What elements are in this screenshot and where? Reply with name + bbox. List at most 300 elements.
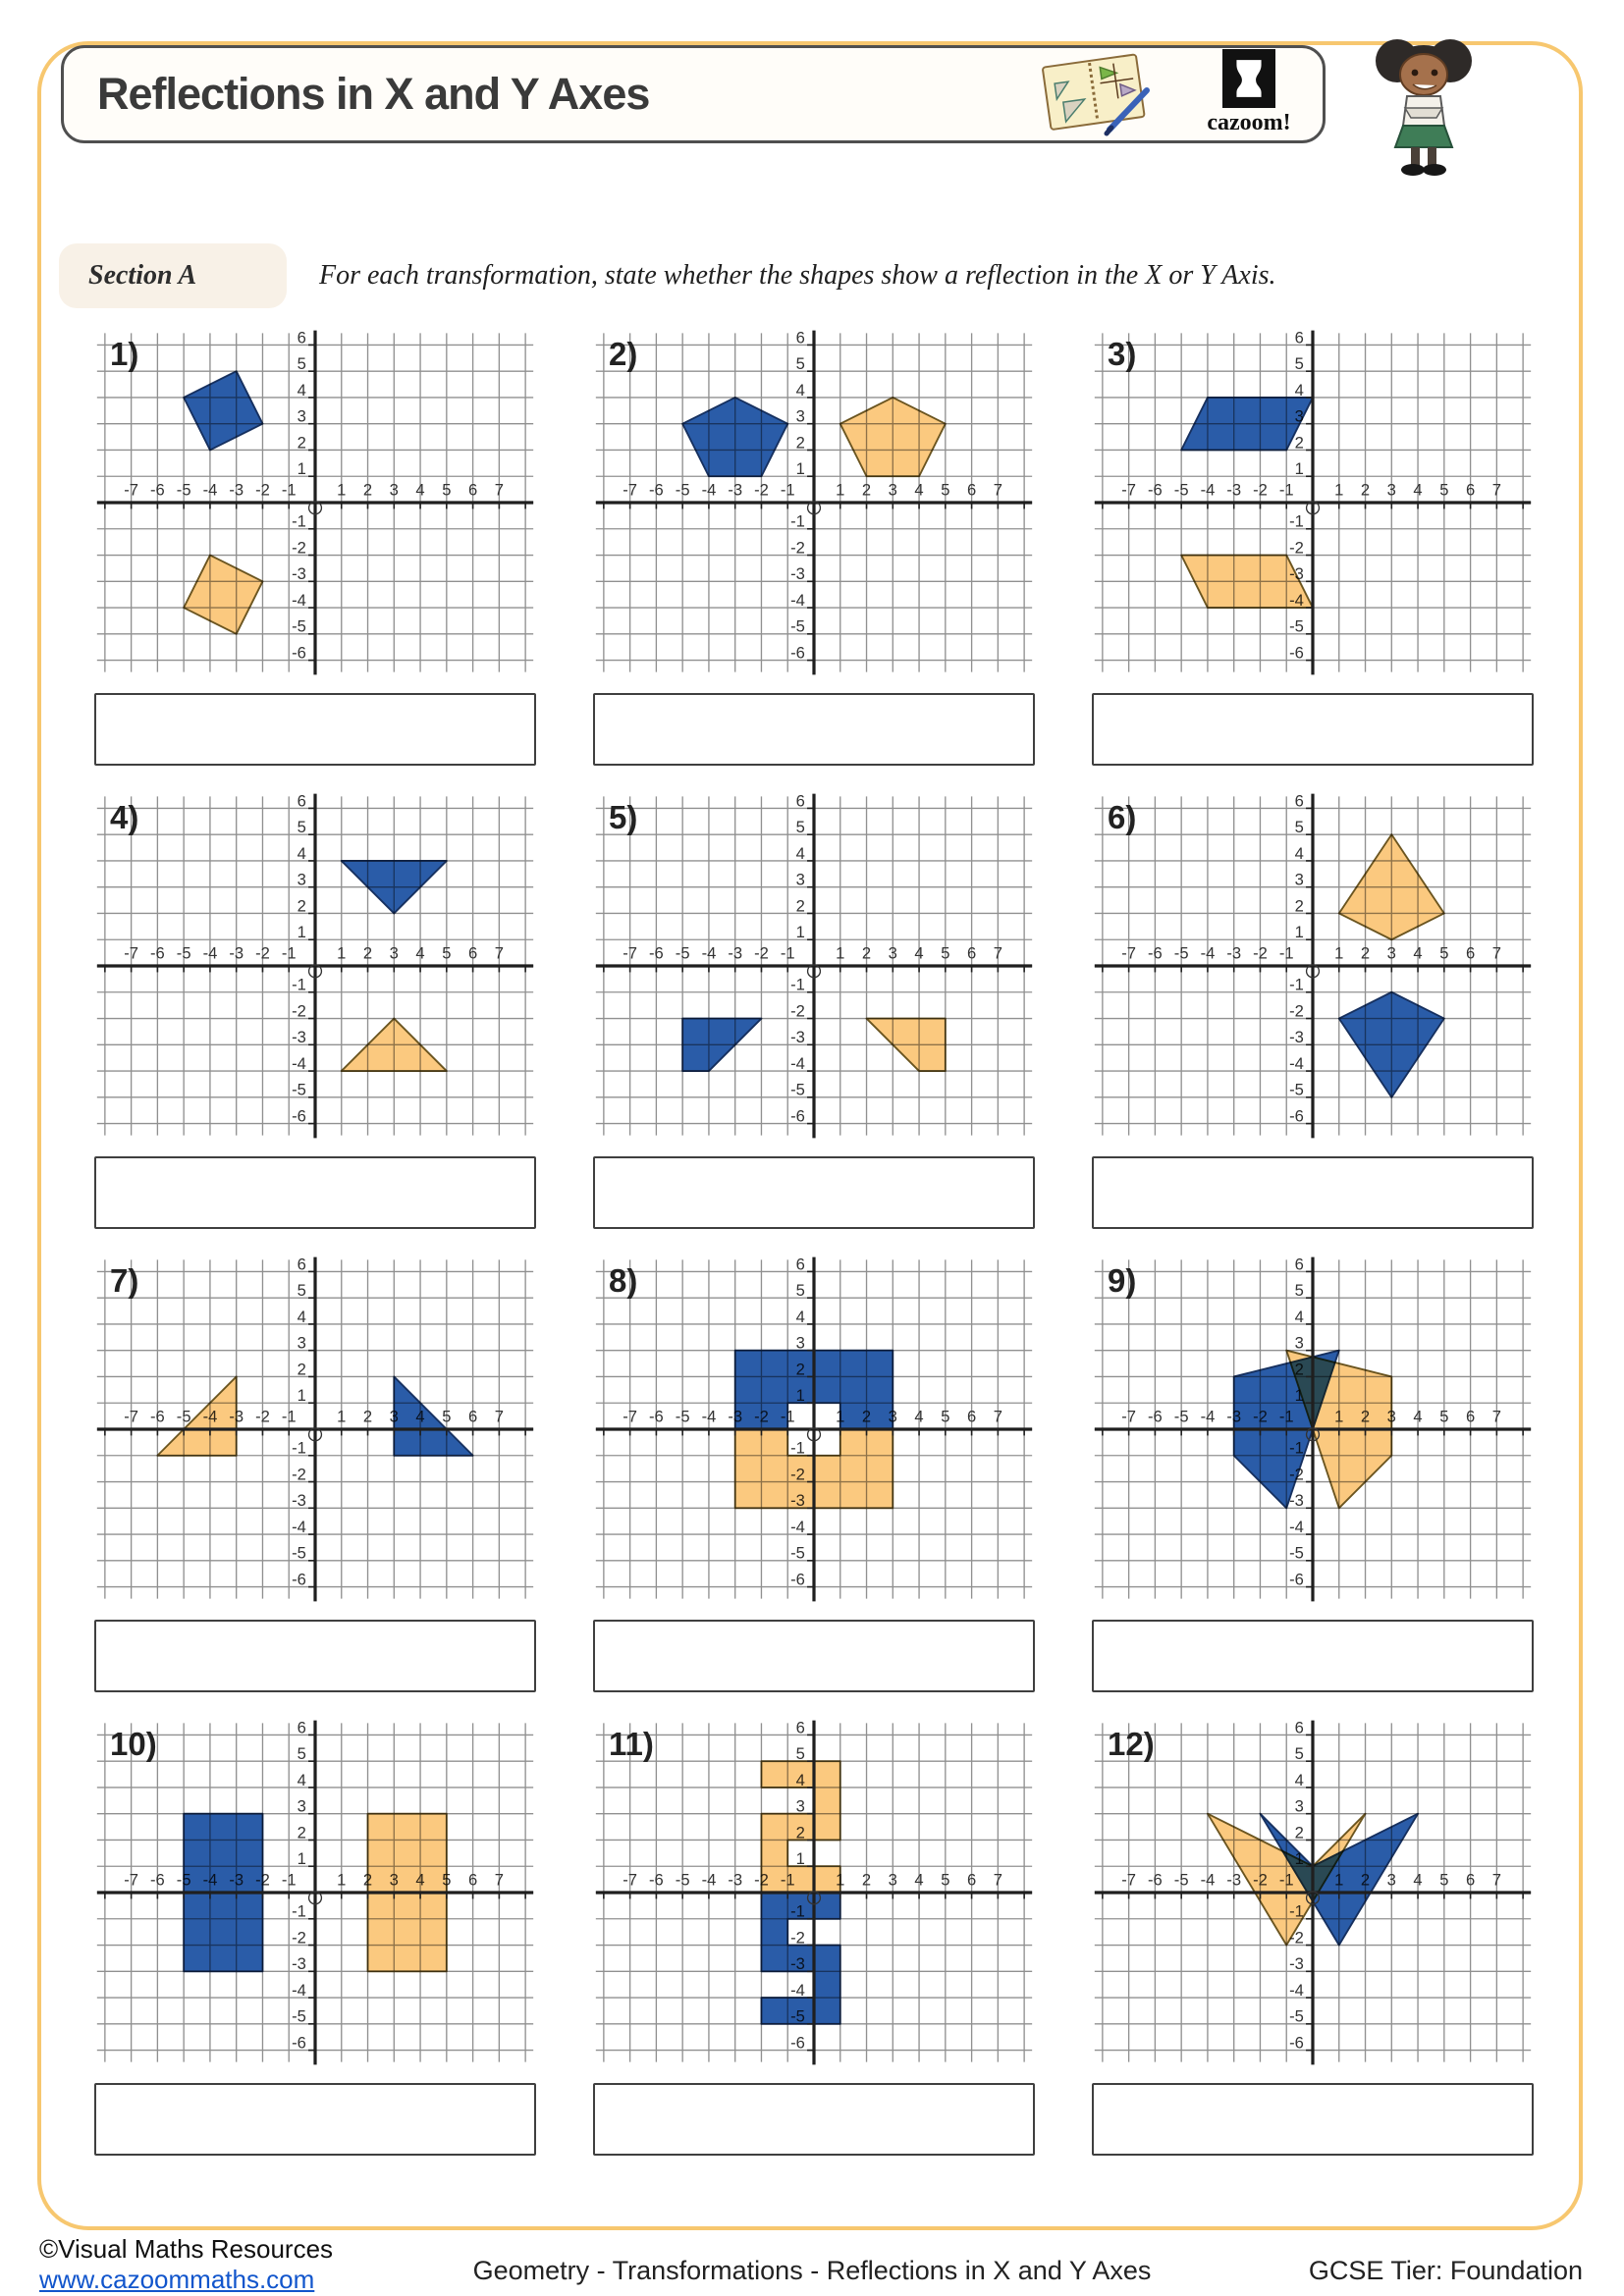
y-axis-label xyxy=(796,1744,805,1763)
y-axis-label xyxy=(292,1954,306,1973)
x-axis-label xyxy=(337,481,346,500)
x-axis-label xyxy=(914,944,923,963)
y-axis-label xyxy=(796,407,805,426)
y-axis-label xyxy=(1289,976,1304,994)
x-axis-label xyxy=(255,481,270,500)
x-axis-label xyxy=(229,944,244,963)
x-axis-label xyxy=(1439,1871,1448,1890)
x-axis-label xyxy=(1413,944,1422,963)
x-axis-label xyxy=(1466,1408,1475,1426)
question-block xyxy=(94,791,536,1229)
y-axis-label xyxy=(298,1797,306,1816)
x-axis-label xyxy=(889,944,897,963)
y-axis-label xyxy=(796,818,805,836)
x-axis-label xyxy=(1492,1408,1501,1426)
y-axis-label xyxy=(790,1981,805,2000)
y-axis-label xyxy=(298,354,306,373)
x-axis-label xyxy=(754,481,769,500)
y-axis-label xyxy=(796,1334,805,1353)
x-axis-label xyxy=(415,481,424,500)
x-axis-label xyxy=(282,1408,297,1426)
y-axis-label xyxy=(292,976,306,994)
y-axis-label xyxy=(1295,1281,1304,1300)
x-axis-label xyxy=(1121,1408,1136,1426)
x-axis-label xyxy=(1492,1871,1501,1890)
answer-box[interactable] xyxy=(94,1156,536,1229)
x-axis-label xyxy=(1174,481,1189,500)
y-axis-label xyxy=(298,1255,306,1273)
coordinate-grid xyxy=(593,328,1035,677)
y-axis-label xyxy=(1295,1771,1304,1789)
x-axis-label xyxy=(1253,481,1268,500)
y-axis-label xyxy=(796,791,805,810)
y-axis-label xyxy=(1289,1544,1304,1563)
y-axis-label xyxy=(796,1255,805,1273)
y-axis-label xyxy=(298,381,306,400)
x-axis-label xyxy=(967,1871,976,1890)
answer-box[interactable] xyxy=(94,1620,536,1692)
y-axis-label xyxy=(292,538,306,557)
x-axis-label xyxy=(862,1871,871,1890)
x-axis-label xyxy=(337,944,346,963)
x-axis-label xyxy=(282,1871,297,1890)
x-axis-label xyxy=(1201,1871,1216,1890)
y-axis-label xyxy=(292,1544,306,1563)
y-axis-label xyxy=(796,381,805,400)
copyright-text: ©Visual Maths Resources xyxy=(39,2234,334,2264)
x-axis-label xyxy=(124,944,138,963)
coordinate-grid xyxy=(593,1718,1035,2067)
y-axis-label xyxy=(1289,1028,1304,1046)
y-axis-label xyxy=(1289,1001,1304,1020)
y-axis-label xyxy=(790,2033,805,2052)
y-axis-label xyxy=(790,976,805,994)
y-axis-label xyxy=(292,1439,306,1458)
x-axis-label xyxy=(914,1871,923,1890)
x-axis-label xyxy=(363,944,372,963)
x-axis-label xyxy=(442,1408,451,1426)
coordinate-grid xyxy=(1092,1255,1534,1604)
question-block xyxy=(593,1718,1035,2156)
x-axis-label xyxy=(702,944,717,963)
y-axis-label xyxy=(298,1281,306,1300)
student-character-illustration xyxy=(1360,35,1488,178)
x-axis-label xyxy=(649,481,664,500)
x-axis-label xyxy=(1174,944,1189,963)
x-axis-label xyxy=(442,481,451,500)
y-axis-label xyxy=(298,1360,306,1378)
answer-box[interactable] xyxy=(94,693,536,766)
y-axis-label xyxy=(790,512,805,531)
x-axis-label xyxy=(1148,1408,1163,1426)
x-axis-label xyxy=(495,481,504,500)
coordinate-grid xyxy=(1092,791,1534,1141)
x-axis-label xyxy=(836,481,844,500)
x-axis-label xyxy=(781,944,795,963)
section-label xyxy=(59,243,287,308)
y-axis-label xyxy=(1289,1570,1304,1588)
x-axis-label xyxy=(150,1871,165,1890)
x-axis-label xyxy=(1361,481,1370,500)
x-axis-label xyxy=(1387,481,1396,500)
orange-shape xyxy=(840,398,946,476)
answer-box[interactable] xyxy=(1092,2083,1534,2156)
y-axis-label xyxy=(292,2033,306,2052)
x-axis-label xyxy=(1174,1871,1189,1890)
question-number: 9) xyxy=(1108,1262,1137,1299)
question-number: 6) xyxy=(1108,799,1137,835)
question-block xyxy=(1092,1255,1534,1692)
y-axis-label xyxy=(298,1308,306,1326)
x-axis-label xyxy=(994,1871,1002,1890)
x-axis-label xyxy=(994,481,1002,500)
blue-shape xyxy=(1181,398,1313,451)
x-axis-label xyxy=(1174,1408,1189,1426)
question-number: 8) xyxy=(609,1262,638,1299)
x-axis-label xyxy=(124,481,138,500)
y-axis-label xyxy=(1289,617,1304,636)
x-axis-label xyxy=(623,481,637,500)
x-axis-label xyxy=(1492,944,1501,963)
blue-shape xyxy=(761,1893,839,2024)
x-axis-label xyxy=(781,481,795,500)
x-axis-label xyxy=(495,1871,504,1890)
y-axis-label xyxy=(298,1334,306,1353)
footer-tier: GCSE Tier: Foundation xyxy=(1308,2256,1583,2285)
x-axis-label xyxy=(177,481,191,500)
x-axis-label xyxy=(754,944,769,963)
y-axis-label xyxy=(790,1928,805,1947)
coordinate-grid xyxy=(1092,1718,1534,2067)
x-axis-label xyxy=(702,481,717,500)
x-axis-label xyxy=(255,1408,270,1426)
x-axis-label xyxy=(1148,944,1163,963)
x-axis-label xyxy=(150,1408,165,1426)
y-axis-label xyxy=(1295,896,1304,915)
y-axis-label xyxy=(1289,2007,1304,2026)
x-axis-label xyxy=(1439,1408,1448,1426)
x-axis-label xyxy=(1121,944,1136,963)
x-axis-label xyxy=(862,481,871,500)
y-axis-label xyxy=(292,1570,306,1588)
coordinate-grid xyxy=(94,1255,536,1604)
x-axis-label xyxy=(941,1871,949,1890)
answer-box[interactable] xyxy=(1092,1620,1534,1692)
x-axis-label xyxy=(967,481,976,500)
y-axis-label xyxy=(790,1544,805,1563)
y-axis-label xyxy=(796,923,805,941)
cazoom-logo-text: cazoom! xyxy=(1207,110,1291,135)
x-axis-label xyxy=(363,481,372,500)
section-instruction: For each transformation, state whether the shapes show a reflection in the X or Y Axis. xyxy=(319,260,1276,291)
y-axis-label xyxy=(796,328,805,347)
x-axis-label xyxy=(495,1408,504,1426)
cazoom-logo xyxy=(1190,49,1308,136)
x-axis-label xyxy=(468,944,477,963)
y-axis-label xyxy=(298,1849,306,1868)
y-axis-label xyxy=(796,1308,805,1326)
x-axis-label xyxy=(203,481,218,500)
y-axis-label xyxy=(298,1823,306,1842)
y-axis-label xyxy=(796,1281,805,1300)
y-axis-label xyxy=(790,1439,805,1458)
question-block xyxy=(1092,1718,1534,2156)
question-block xyxy=(593,328,1035,766)
website-link[interactable]: www.cazoommaths.com xyxy=(39,2265,315,2294)
y-axis-label xyxy=(298,459,306,478)
x-axis-label xyxy=(676,1408,690,1426)
x-axis-label xyxy=(676,1871,690,1890)
answer-box[interactable] xyxy=(1092,693,1534,766)
answer-box[interactable] xyxy=(94,2083,536,2156)
y-axis-label xyxy=(1295,1797,1304,1816)
x-axis-label xyxy=(623,1871,637,1890)
y-axis-label xyxy=(1295,1744,1304,1763)
x-axis-label xyxy=(177,944,191,963)
x-axis-label xyxy=(442,944,451,963)
x-axis-label xyxy=(1253,944,1268,963)
x-axis-label xyxy=(1466,1871,1475,1890)
y-axis-label xyxy=(292,1028,306,1046)
coordinate-grid xyxy=(94,1718,536,2067)
question-number: 7) xyxy=(110,1262,139,1299)
answer-box[interactable] xyxy=(593,2083,1035,2156)
y-axis-label xyxy=(790,1081,805,1099)
x-axis-label xyxy=(702,1871,717,1890)
x-axis-label xyxy=(994,1408,1002,1426)
cazoom-logo-icon xyxy=(1222,49,1275,108)
x-axis-label xyxy=(1492,481,1501,500)
y-axis-label xyxy=(790,538,805,557)
x-axis-label xyxy=(282,481,297,500)
x-axis-label xyxy=(1361,944,1370,963)
x-axis-label xyxy=(203,944,218,963)
y-axis-label xyxy=(292,1054,306,1073)
x-axis-label xyxy=(728,481,742,500)
y-axis-label xyxy=(298,844,306,863)
y-axis-label xyxy=(1295,844,1304,863)
y-axis-label xyxy=(1295,1823,1304,1842)
y-axis-label xyxy=(298,1744,306,1763)
x-axis-label xyxy=(941,944,949,963)
x-axis-label xyxy=(468,481,477,500)
x-axis-label xyxy=(1413,1871,1422,1890)
x-axis-label xyxy=(1226,944,1241,963)
section-label-text: Section A xyxy=(88,260,197,291)
x-axis-label xyxy=(967,944,976,963)
y-axis-label xyxy=(1295,459,1304,478)
blue-shape xyxy=(394,1376,472,1455)
x-axis-label xyxy=(150,944,165,963)
y-axis-label xyxy=(790,1106,805,1125)
x-axis-label xyxy=(1121,1871,1136,1890)
y-axis-label xyxy=(1295,791,1304,810)
y-axis-label xyxy=(790,564,805,583)
y-axis-label xyxy=(298,923,306,941)
footer-breadcrumb: Geometry - Transformations - Reflections in X and Y Axes xyxy=(472,2256,1152,2285)
questions-grid xyxy=(94,328,1534,2156)
x-axis-label xyxy=(914,1408,923,1426)
question-block xyxy=(1092,328,1534,766)
x-axis-label xyxy=(1201,1408,1216,1426)
blue-shape xyxy=(682,398,787,476)
question-number: 4) xyxy=(110,799,139,835)
x-axis-label xyxy=(1466,481,1475,500)
x-axis-label xyxy=(468,1408,477,1426)
y-axis-label xyxy=(1289,1954,1304,1973)
y-axis-label xyxy=(1295,1334,1304,1353)
y-axis-label xyxy=(790,1028,805,1046)
notebook-icon xyxy=(1033,51,1161,137)
x-axis-label xyxy=(702,1408,717,1426)
x-axis-label xyxy=(1439,944,1448,963)
y-axis-label xyxy=(292,591,306,610)
y-axis-label xyxy=(292,643,306,662)
y-axis-label xyxy=(1289,1081,1304,1099)
y-axis-label xyxy=(292,1491,306,1510)
y-axis-label xyxy=(292,512,306,531)
x-axis-label xyxy=(390,944,399,963)
y-axis-label xyxy=(796,1797,805,1816)
y-axis-label xyxy=(790,1054,805,1073)
x-axis-label xyxy=(994,944,1002,963)
y-axis-label xyxy=(1295,433,1304,452)
question-number: 10) xyxy=(110,1726,157,1762)
y-axis-label xyxy=(292,617,306,636)
page-title: Reflections in X and Y Axes xyxy=(97,69,650,119)
x-axis-label xyxy=(282,944,297,963)
x-axis-label xyxy=(941,1408,949,1426)
y-axis-label xyxy=(1289,1518,1304,1536)
y-axis-label xyxy=(1289,1981,1304,2000)
y-axis-label xyxy=(790,643,805,662)
question-block xyxy=(1092,791,1534,1229)
y-axis-label xyxy=(790,617,805,636)
y-axis-label xyxy=(1289,1054,1304,1073)
x-axis-label xyxy=(124,1408,138,1426)
y-axis-label xyxy=(1289,1106,1304,1125)
x-axis-label xyxy=(728,944,742,963)
x-axis-label xyxy=(941,481,949,500)
x-axis-label xyxy=(124,1871,138,1890)
question-block xyxy=(94,1255,536,1692)
x-axis-label xyxy=(1439,481,1448,500)
orange-shape xyxy=(184,556,262,634)
x-axis-label xyxy=(1201,944,1216,963)
y-axis-label xyxy=(1295,354,1304,373)
x-axis-label xyxy=(1121,481,1136,500)
x-axis-label xyxy=(623,1408,637,1426)
y-axis-label xyxy=(1295,923,1304,941)
y-axis-label xyxy=(1289,538,1304,557)
y-axis-label xyxy=(298,896,306,915)
y-axis-label xyxy=(292,564,306,583)
y-axis-label xyxy=(790,591,805,610)
x-axis-label xyxy=(1201,481,1216,500)
y-axis-label xyxy=(796,354,805,373)
y-axis-label xyxy=(298,1386,306,1405)
y-axis-label xyxy=(292,1518,306,1536)
x-axis-label xyxy=(1387,944,1396,963)
question-number: 12) xyxy=(1108,1726,1155,1762)
y-axis-label xyxy=(790,1001,805,1020)
y-axis-label xyxy=(790,1570,805,1588)
x-axis-label xyxy=(1148,1871,1163,1890)
y-axis-label xyxy=(1295,381,1304,400)
y-axis-label xyxy=(1289,2033,1304,2052)
coordinate-grid xyxy=(593,1255,1035,1604)
x-axis-label xyxy=(914,481,923,500)
y-axis-label xyxy=(298,871,306,889)
answer-box[interactable] xyxy=(593,1156,1035,1229)
y-axis-label xyxy=(796,871,805,889)
blue-shape xyxy=(184,371,262,450)
y-axis-label xyxy=(298,433,306,452)
y-axis-label xyxy=(796,844,805,863)
x-axis-label xyxy=(728,1871,742,1890)
y-axis-label xyxy=(796,433,805,452)
answer-box[interactable] xyxy=(593,693,1035,766)
y-axis-label xyxy=(1295,871,1304,889)
coordinate-grid xyxy=(593,791,1035,1141)
x-axis-label xyxy=(676,944,690,963)
y-axis-label xyxy=(796,1849,805,1868)
answer-box[interactable] xyxy=(593,1620,1035,1692)
x-axis-label xyxy=(363,1408,372,1426)
y-axis-label xyxy=(292,2007,306,2026)
y-axis-label xyxy=(298,328,306,347)
x-axis-label xyxy=(255,944,270,963)
x-axis-label xyxy=(623,944,637,963)
y-axis-label xyxy=(292,1081,306,1099)
question-number: 5) xyxy=(609,799,638,835)
x-axis-label xyxy=(1466,944,1475,963)
x-axis-label xyxy=(676,481,690,500)
question-block xyxy=(94,328,536,766)
x-axis-label xyxy=(649,944,664,963)
y-axis-label xyxy=(292,1001,306,1020)
x-axis-label xyxy=(1413,1408,1422,1426)
x-axis-label xyxy=(1334,481,1343,500)
answer-box[interactable] xyxy=(1092,1156,1534,1229)
y-axis-label xyxy=(292,1902,306,1921)
orange-shape xyxy=(1181,556,1313,609)
question-number: 1) xyxy=(110,336,139,372)
question-block xyxy=(94,1718,536,2156)
x-axis-label xyxy=(862,944,871,963)
y-axis-label xyxy=(292,1981,306,2000)
x-axis-label xyxy=(1387,1871,1396,1890)
x-axis-label xyxy=(889,481,897,500)
y-axis-label xyxy=(796,459,805,478)
y-axis-label xyxy=(790,1518,805,1536)
y-axis-label xyxy=(298,1718,306,1736)
x-axis-label xyxy=(1226,1871,1241,1890)
coordinate-grid xyxy=(1092,328,1534,677)
x-axis-label xyxy=(1334,944,1343,963)
x-axis-label xyxy=(150,481,165,500)
orange-shape xyxy=(761,1761,839,1893)
question-number: 11) xyxy=(609,1726,654,1762)
x-axis-label xyxy=(1279,944,1294,963)
question-block xyxy=(593,791,1035,1229)
x-axis-label xyxy=(468,1871,477,1890)
question-number: 3) xyxy=(1108,336,1137,372)
y-axis-label xyxy=(292,1928,306,1947)
coordinate-grid xyxy=(94,791,536,1141)
y-axis-label xyxy=(796,1718,805,1736)
orange-shape xyxy=(157,1376,236,1455)
